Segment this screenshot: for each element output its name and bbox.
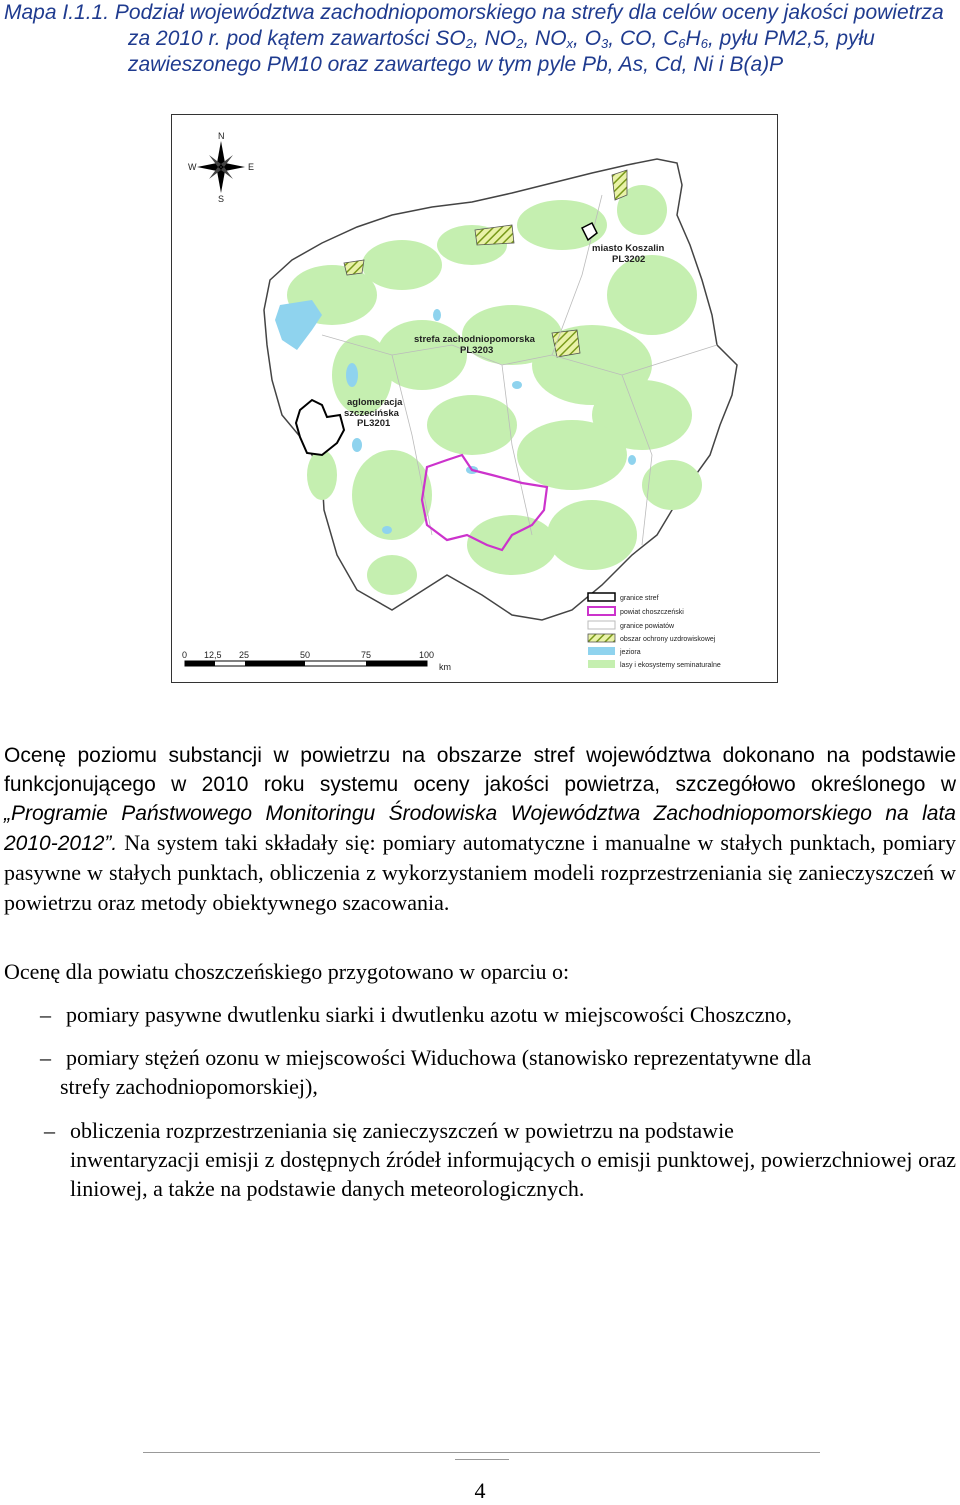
svg-text:strefa zachodniopomorska: strefa zachodniopomorska — [414, 334, 535, 345]
bullet-dash: – — [40, 1045, 51, 1070]
svg-text:obszar ochrony uzdrowiskowej: obszar ochrony uzdrowiskowej — [620, 636, 716, 643]
para1-program-title: „Programie Państwowego Monitoringu Środowiska Województwa Zachodniopomorskiego na lata 2010-2012”. — [4, 802, 956, 855]
map-caption — [4, 0, 956, 78]
scale-tick-75: 75 — [361, 650, 372, 660]
svg-text:E: E — [248, 162, 255, 172]
bullet-text: pomiary stężeń ozonu w miejscowości Widuchowa (stanowisko reprezentatywne dla — [66, 1045, 812, 1070]
caption-line-1: Mapa I.1.1. Podział województwa zachodniopomorskiego na strefy dla celów oceny jakości powietrza — [4, 1, 944, 24]
para1-text-b: Na system taki składały się: pomiary automatyczne i manualne w stałych punktach, pomiary pasywne w stałych punktach, obliczenia z wykorzystaniem modeli rozprzestrzeniania się zanieczyszczeń w powietrzu oraz metody obiektywnego szacowania. — [4, 830, 956, 915]
svg-text:PL3202: PL3202 — [612, 254, 646, 265]
scale-tick-100: 100 — [419, 650, 435, 660]
footer-rule — [143, 1452, 820, 1453]
bullet-item — [40, 1000, 940, 1029]
bullet-dash: – — [44, 1118, 55, 1143]
scale-tick-50: 50 — [300, 650, 311, 660]
svg-text:S: S — [218, 194, 225, 204]
svg-text:aglomeracja: aglomeracja — [347, 397, 403, 408]
svg-text:powiat choszczeński: powiat choszczeński — [620, 609, 684, 616]
zone-map — [171, 114, 778, 683]
svg-text:N: N — [218, 131, 225, 141]
svg-text:W: W — [188, 162, 197, 172]
caption-line-2: za 2010 r. pod kątem zawartości $SO_2$, $NO_2$, $NO_x$, $O_3$, CO, $C_6H_6$, pyłu PM2,5, pyłu — [128, 27, 875, 51]
map-legend — [588, 593, 721, 669]
scale-tick-12-5: 12,5 — [204, 650, 222, 660]
svg-text:granice stref: granice stref — [620, 595, 659, 602]
scale-tick-25: 25 — [239, 650, 250, 660]
scale-unit: km — [439, 662, 451, 672]
caption-line-3: zawieszonego PM10 oraz zawartego w tym pyle Pb, As, Cd, Ni i B(a)P — [128, 53, 784, 76]
footer-rule-short — [455, 1459, 509, 1460]
north-arrow-icon — [188, 131, 254, 204]
svg-text:szczecińska: szczecińska — [344, 408, 399, 419]
svg-text:miasto Koszalin: miasto Koszalin — [592, 243, 665, 254]
svg-text:jeziora: jeziora — [620, 649, 641, 656]
para1-text-a: Ocenę poziomu substancji w powietrzu na obszarze stref województwa dokonano na podstawie funkcjonującego w 2010 roku systemu oceny jakości powietrza, szczegółowo określonego w — [4, 744, 956, 796]
svg-text:PL3201: PL3201 — [357, 418, 391, 429]
paragraph-assessment-system — [4, 741, 956, 918]
paragraph-district-assessment: Ocenę dla powiatu choszczeńskiego przygotowano w oparciu o: — [4, 959, 570, 984]
bullet-dash: – — [40, 1002, 51, 1027]
bullet-item — [44, 1116, 956, 1203]
page-number: 4 — [474, 1478, 486, 1503]
bullet-item — [40, 1043, 940, 1101]
scale-tick-0: 0 — [182, 650, 188, 660]
svg-text:granice powiatów: granice powiatów — [620, 623, 675, 630]
bullet-text-continued: strefy zachodniopomorskiej), — [60, 1074, 318, 1099]
scale-bar — [182, 650, 451, 672]
bullet-text-continued: inwentaryzacji emisji z dostępnych źródeł informujących o emisji punktowej, powierzchniowej oraz liniowej, a także na podstawie danych meteorologicznych. — [70, 1147, 956, 1201]
svg-text:lasy i ekosystemy seminaturaln: lasy i ekosystemy seminaturalne — [620, 662, 721, 669]
svg-text:PL3203: PL3203 — [460, 345, 494, 356]
map-svg — [172, 115, 779, 684]
bullet-text: obliczenia rozprzestrzeniania się zanieczyszczeń w powietrzu na podstawie — [70, 1118, 734, 1143]
bullet-text: pomiary pasywne dwutlenku siarki i dwutlenku azotu w miejscowości Choszczno, — [66, 1002, 792, 1027]
